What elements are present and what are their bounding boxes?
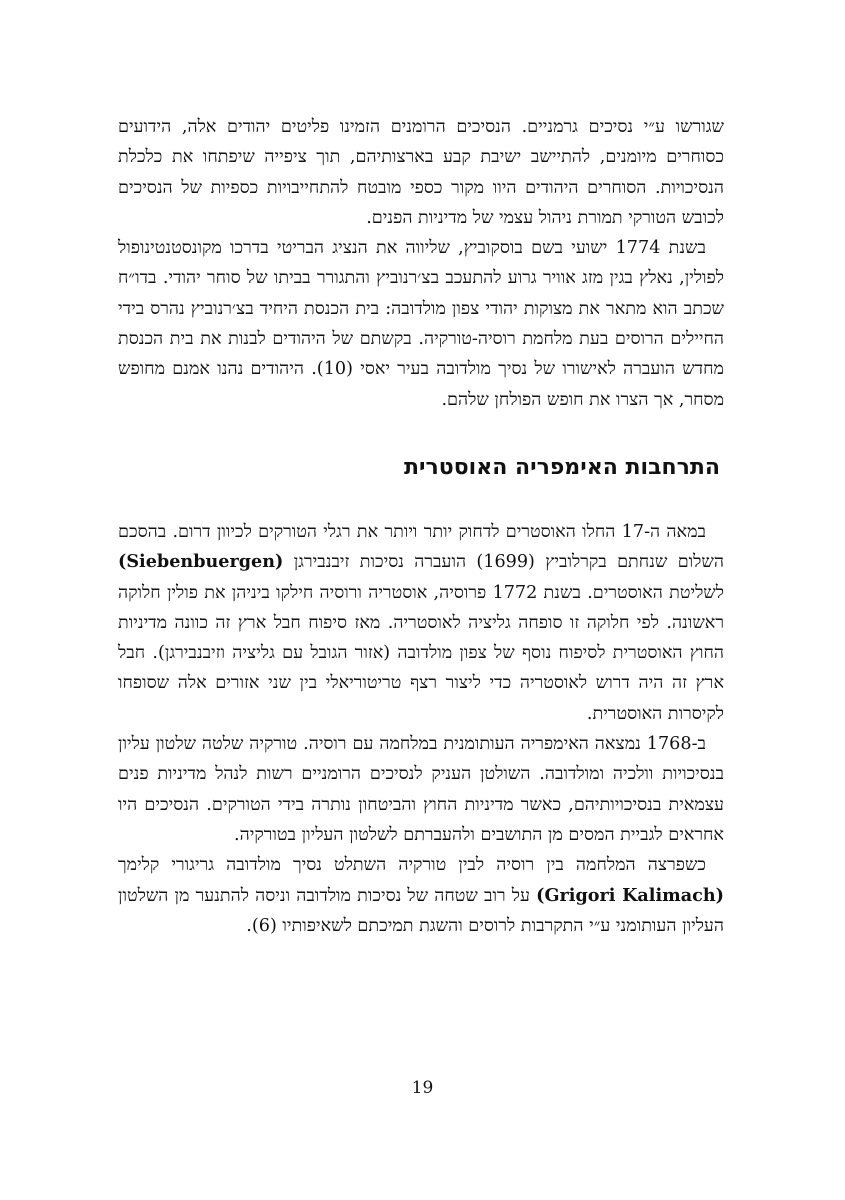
section-spacer-bottom xyxy=(118,483,724,517)
page-number: 19 xyxy=(411,1078,434,1098)
paragraph-5 xyxy=(118,850,724,941)
section-heading: התרחבות האימפריה האוסטרית xyxy=(404,454,720,480)
siebenbuergen-term: (Siebenbuergen) xyxy=(118,551,284,573)
paragraph-5-part-2: על רוב שטחה של נסיכות מולדובה וניסה להתנער מן השלטון העליון העותומני ע״י התקרבות לרוסים והשגת תמיכתם לשאיפותיו (6). xyxy=(118,885,724,936)
document-page xyxy=(118,112,724,941)
paragraph-3 xyxy=(118,517,724,729)
grigori-kalimach-term: (Grigori Kalimach) xyxy=(536,884,725,906)
paragraph-1: שגורשו ע״י נסיכים גרמניים. הנסיכים הרומנים הזמינו פליטים יהודים אלה, הידועים כסוחרים מיומנים, להתיישב ישיבת קבע בארצותיהם, תוך ציפייה שיפתחו את כלכלת הנסיכויות. הסוחרים היהודים היוו מקור כספי מובטח להתחייבויות כספיות של הנסיכים לכובש הטורקי תמורת ניהול עצמי של מדיניות הפנים. xyxy=(118,117,724,228)
paragraph-3-part-2: לשליטת האוסטרים. בשנת 1772 פרוסיה, אוסטריה ורוסיה חילקו ביניהן את פולין חלוקה ראשונה. לפי חלוקה זו סופחה גליציה לאוסטריה. מאז סיפוח חבל ארץ זה כוונה מדיניות החוץ האוסטרית לסיפוח נוסף של צפון מולדובה (אזור הגובל עם גליציה וזיבנבירגן). חבל ארץ זה היה דרוש לאוסטריה כדי ליצור רצף טריטוריאלי בין שני אזורים אלה שסופחו לקיסרות האוסטרית. xyxy=(118,582,724,724)
paragraph-4: ב-1768 נמצאה האימפריה העותומנית במלחמה עם רוסיה. טורקיה שלטה שלטון עליון בנסיכויות וולכיה ומולדובה. השולטן העניק לנסיכים הרומניים רשות לנהל מדיניות פנים עצמאית בנסיכויותיהם, כאשר מדיניות החוץ והביטחון נותרה בידי הטורקים. הנסיכים היו אחראים לגביית המסים מן התושבים ולהעברתם לשלטון העליון בטורקיה. xyxy=(118,734,724,845)
paragraph-3-part-1: במאה ה-17 החלו האוסטרים לדחוק יותר ויותר את רגלי הטורקים לכיוון דרום. בהסכם השלום שנחתם בקרלוביץ (1699) הועברה נסיכות זיבנבירגן xyxy=(118,521,724,573)
section-spacer-top xyxy=(118,415,724,453)
paragraph-5-part-1: כשפרצה המלחמה בין רוסיה לבין טורקיה השתלט נסיך מולדובה גריגורי קלימך xyxy=(118,855,706,876)
paragraph-2: בשנת 1774 ישועי בשם בוסקוביץ, שליווה את הנציג הבריטי בדרכו מקונסטנטינופול לפולין, נאלץ בגין מזג אוויר גרוע להתעכב בצ׳רנוביץ והתגורר בביתו של סוחר יהודי. בדו״ח שכתב הוא מתאר את מצוקות יהודי צפון מולדובה: בית הכנסת היחיד בצ׳רנוביץ נהרס בידי החיילים הרוסים בעת מלחמת רוסיה-טורקיה. בקשתם של היהודים לבנות את בית הכנסת מחדש הועברה לאישורו של נסיך מולדובה בעיר יאסי (10). היהודים נהנו אמנם מחופש מסחר, אך הצרו את חופש הפולחן שלהם. xyxy=(118,238,724,410)
